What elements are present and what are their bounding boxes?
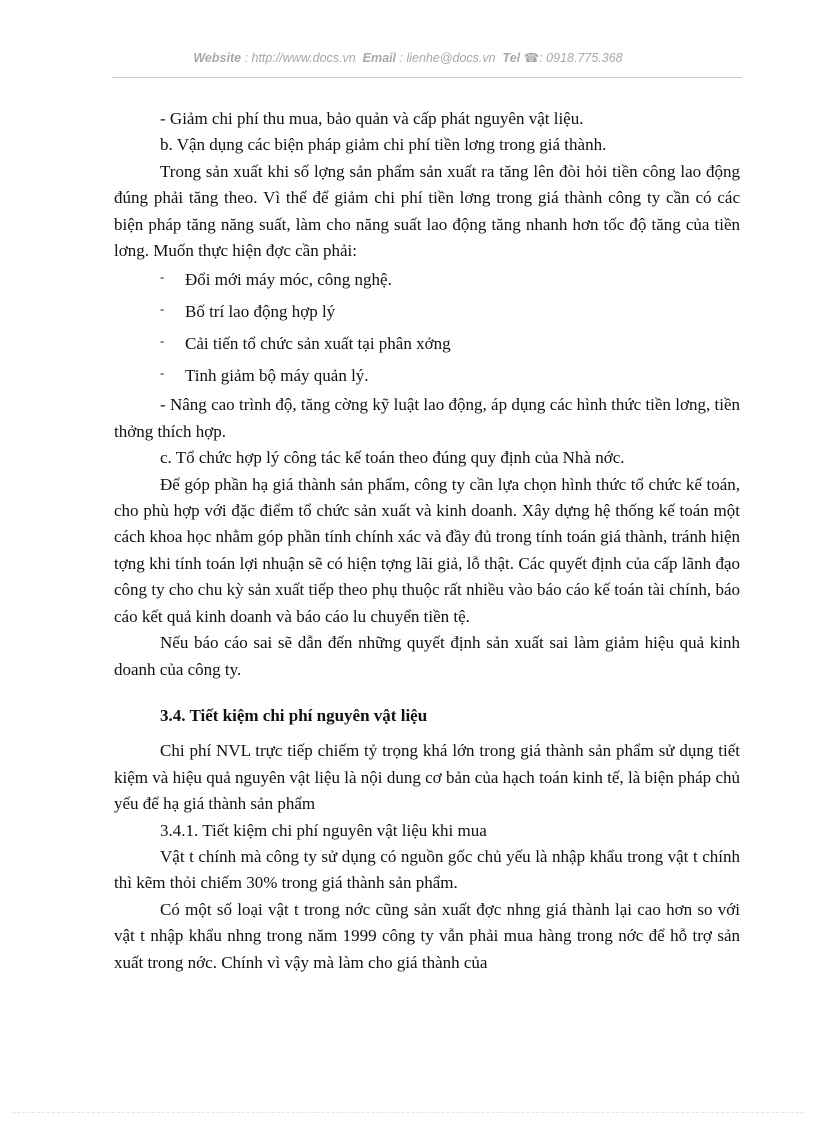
paragraph-domestic-materials: Có một số loại vật t trong nớc cũng sản xuất đợc nhng giá thành lại cao hơn so với vật t nhập khẩu nhng trong năm 1999 công ty vẫn phải mua hàng trong nớc để hỗ trợ sản xuất trong nớc. Chính vì vậy mà làm cho giá thành của [114,899,740,972]
paragraph-labor-cost-heading: b. Vận dụng các biện pháp giảm chi phí tiền lơng trong giá thành. [160,135,607,155]
paragraph-accounting-organization: c. Tổ chức hợp lý công tác kế toán theo đúng quy định của Nhà nớc. [160,448,625,468]
bullet-mark: - [160,333,165,349]
header-divider [112,77,742,78]
tel-value: : 0918.775.368 [539,51,623,65]
bullet-text: Bố trí lao động hợp lý [185,302,336,322]
tel-label: Tel [502,51,521,65]
list-item [114,328,740,360]
page-header [0,50,816,65]
paragraph-wrong-reports: Nếu báo cáo sai sẽ dẫn đến những quyết định sản xuất sai làm giảm hiệu quả kinh doanh của công ty. [114,633,740,679]
bullet-text: Cải tiến tổ chức sản xuất tại phân xởng [185,334,451,354]
subsection-heading: 3.4.1. Tiết kiệm chi phí nguyên vật liệu khi mua [160,820,487,840]
list-item [114,360,740,392]
email-label: Email [362,51,397,65]
email-value[interactable]: : lienhe@docs.vn [399,51,496,65]
paragraph-imported-materials: Vật t chính mà công ty sử dụng có nguồn gốc chủ yếu là nhập khẩu trong vật t chính thì kẽm thỏi chiếm 30% trong giá thành sản phẩm. [114,846,740,893]
paragraph-reduce-purchase-cost: - Giảm chi phí thu mua, bảo quản và cấp phát nguyên vật liệu. [160,109,584,128]
phone-icon: ☎ [523,51,540,65]
page-bottom-border [12,1112,804,1113]
bullet-text: Tinh giảm bộ máy quản lý. [185,366,369,386]
website-label: Website [193,51,242,65]
paragraph-accounting-system: Để góp phần hạ giá thành sản phẩm, công ty cần lựa chọn hình thức tổ chức kế toán, cho phù hợp với đặc điểm tổ chức sản xuất và kinh doanh. Xây dựng hệ thống kế toán một cách khoa học nhằm góp phần tính chính xác và đầy đủ trong tính toán giá thành, tránh hiện tợng khi tính toán lợi nhuận sẽ có hiện tợng lãi giả, lỗ thật. Các quyết định của cấp lãnh đạo công ty cho chu kỳ sản xuất tiếp theo phụ thuộc rất nhiều vào báo cáo kế toán tài chính, báo cáo kết quả kinh doanh và báo cáo lu chuyển tiền tệ. [114,474,740,626]
website-value[interactable]: : http://www.docs.vn [244,51,356,65]
bullet-text: Đổi mới máy móc, công nghệ. [185,270,392,290]
paragraph-labor-productivity: Trong sản xuất khi số lợng sản phẩm sản xuất ra tăng lên đòi hỏi tiền công lao động đúng phải tăng theo. Vì thế để giảm chi phí tiền lơng trong giá thành công ty cần có các biện pháp tăng năng suất, làm cho năng suất lao động tăng nhanh hơn tốc độ tăng của tiền lơng. Muốn thực hiện đợc cần phải: [114,161,740,261]
paragraph-material-cost: Chi phí NVL trực tiếp chiếm tỷ trọng khá lớn trong giá thành sản phẩm sử dụng tiết kiệm và hiệu quả nguyên vật liệu là nội dung cơ bản của hạch toán kinh tế, là biện pháp chủ yếu để hạ giá thành sản phẩm [114,741,740,814]
bullet-mark: - [160,269,165,285]
paragraph-training-discipline: - Nâng cao trình độ, tăng cờng kỹ luật lao động, áp dụng các hình thức tiền lơng, tiền thởng thích hợp. [114,395,740,441]
section-heading: 3.4. Tiết kiệm chi phí nguyên vật liệu [160,705,428,725]
bullet-mark: - [160,365,165,381]
document-body [114,106,740,976]
bullet-mark: - [160,301,165,317]
list-item [114,264,740,296]
list-item [114,296,740,328]
